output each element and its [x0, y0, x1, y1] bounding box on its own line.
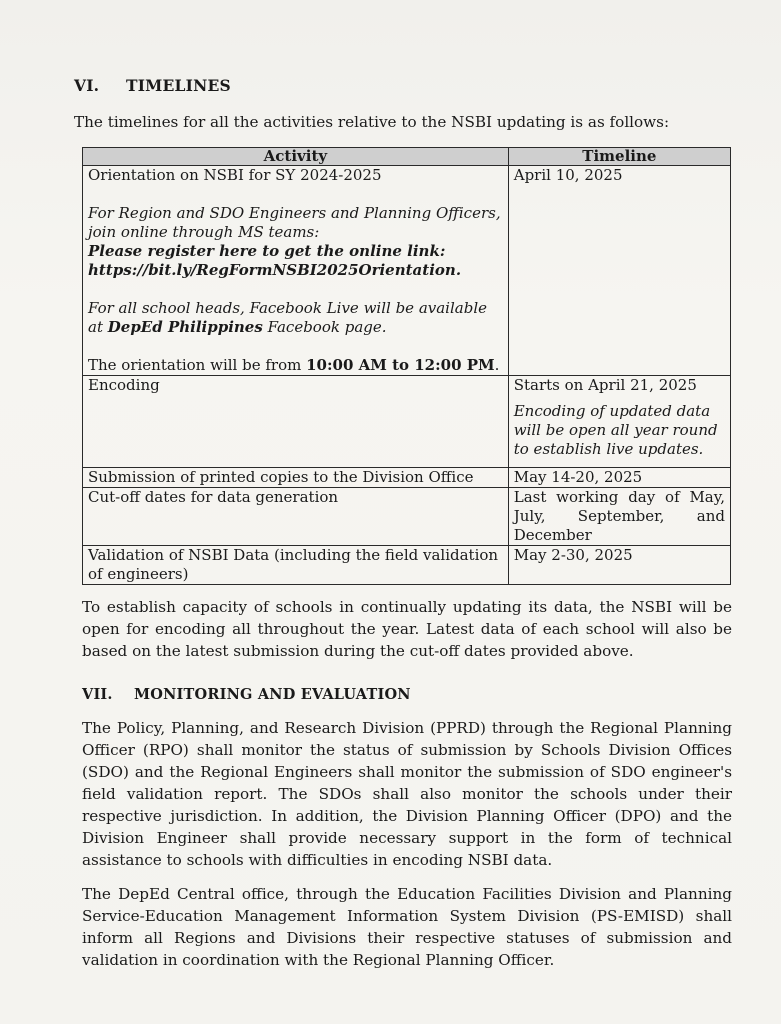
orientation-time-range: 10:00 AM to 12:00 PM: [306, 356, 495, 374]
orientation-time-text: .: [494, 356, 500, 374]
activity-note: For Region and SDO Engineers and Planning Officers, join online through MS teams:: [88, 204, 501, 241]
activity-cell: Submission of printed copies to the Division Office: [83, 468, 509, 488]
timeline-cell: [508, 376, 730, 468]
table-row: [83, 546, 731, 585]
paragraph-monitoring: The Policy, Planning, and Research Division (PPRD) through the Regional Planning Officer (RPO) shall monitor the status of submission by Schools Division Offices (SDO) and the Regional Engineers shall monitor the submission of SDO engineer's field validation report. The SDOs shall also monitor the schools under their respective jurisdiction. In addition, the Division Planning Officer (DPO) and the Division Engineer shall provide necessary support in the form of technical assistance to schools with difficulties in encoding NSBI data.: [82, 719, 732, 869]
paragraph-central-office: The DepEd Central office, through the Education Facilities Division and Planning Service-Education Management Information System Division (PS-EMISD) shall inform all Regions and Divisions their respective statuses of submission and validation in coordination with the Regional Planning Officer.: [82, 885, 732, 969]
table-header-row: [83, 148, 731, 166]
section-title: TIMELINES: [126, 76, 231, 95]
section-heading-monitoring: [82, 686, 411, 703]
timeline-cell: Last working day of May, July, September, and December: [508, 488, 730, 546]
paragraph-capacity: To establish capacity of schools in continually updating its data, the NSBI will be open for encoding all throughout the year. Latest data of each school will also be based on the latest submission during the cut-off dates provided above.: [82, 598, 732, 660]
timelines-intro: The timelines for all the activities relative to the NSBI updating is as follows:: [74, 113, 670, 131]
activity-cell: [83, 166, 509, 376]
section-number: VI.: [74, 76, 100, 95]
timeline-table: [82, 147, 731, 585]
table-row: [83, 488, 731, 546]
orientation-time-text: The orientation will be from: [88, 356, 307, 374]
table-row: [83, 468, 731, 488]
timeline-cell: April 10, 2025: [508, 166, 730, 376]
header-activity: Activity: [83, 148, 509, 166]
section-title: MONITORING AND EVALUATION: [134, 686, 411, 703]
activity-note: [88, 299, 503, 337]
activity-cell: Cut-off dates for data generation: [83, 488, 509, 546]
activity-note-text: Facebook page.: [262, 318, 387, 336]
table-row: [83, 376, 731, 468]
timeline-cell: May 14-20, 2025: [508, 468, 730, 488]
timeline-cell: May 2-30, 2025: [508, 546, 730, 585]
activity-note: Please register here to get the online link:: [88, 242, 446, 260]
facebook-page-name: DepEd Philippines: [107, 318, 263, 336]
section-heading-timelines: [74, 76, 231, 95]
orientation-time: [88, 356, 503, 375]
activity-note-text: For all school heads, Facebook Live will be available at: [88, 299, 487, 336]
header-timeline: Timeline: [508, 148, 730, 166]
registration-link[interactable]: https://bit.ly/RegFormNSBI2025Orientation.: [88, 261, 462, 279]
table-row: [83, 166, 731, 376]
section-number: VII.: [82, 686, 113, 703]
activity-cell: Validation of NSBI Data (including the field validation of engineers): [83, 546, 509, 585]
activity-title: Orientation on NSBI for SY 2024-2025: [88, 166, 382, 184]
timeline-date: Starts on April 21, 2025: [513, 376, 697, 394]
timeline-note: Encoding of updated data will be open all year round to establish live updates.: [513, 402, 718, 458]
activity-cell: Encoding: [83, 376, 509, 468]
